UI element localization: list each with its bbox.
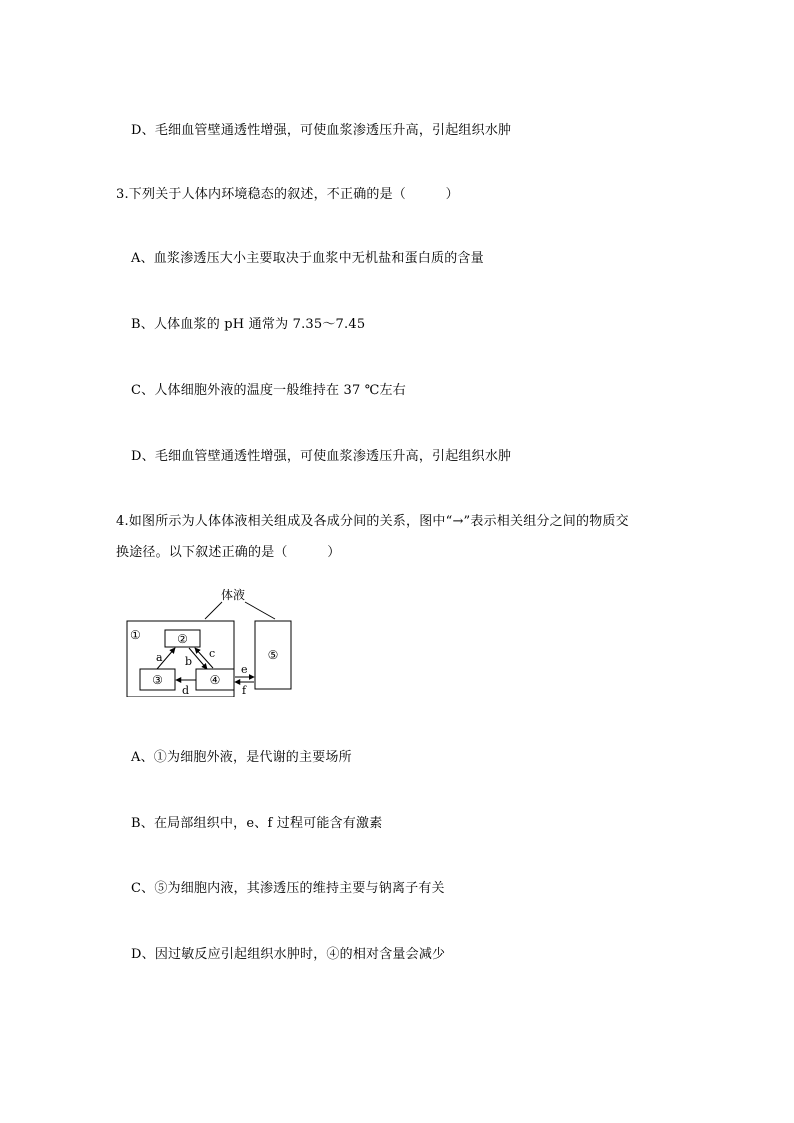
arrow-f-label: f: [242, 684, 247, 697]
q4-stem-line2: 换途径。以下叙述正确的是（ ）: [116, 545, 341, 560]
body-fluid-diagram: [125, 585, 297, 697]
q2-option-d: D、毛细血管壁通透性增强，可使血浆渗透压升高，引起组织水肿: [131, 123, 512, 138]
q3-option-b: B、人体血浆的 pH 通常为 7.35～7.45: [131, 317, 366, 332]
q3-option-a: A、血浆渗透压大小主要取决于血浆中无机盐和蛋白质的含量: [131, 251, 484, 266]
arrow-d-label: d: [182, 684, 190, 697]
label-2: ②: [177, 632, 188, 646]
q4-stem-line1: 4.如图所示为人体体液相关组成及各成分间的关系，图中“→”表示相关组分之间的物质交: [116, 514, 629, 529]
q3-stem: 3.下列关于人体内环境稳态的叙述，不正确的是（ ）: [116, 187, 459, 202]
label-1: ①: [130, 628, 141, 642]
q4-option-a: A、①为细胞外液，是代谢的主要场所: [131, 750, 352, 765]
label-3: ③: [152, 673, 163, 687]
q4-option-c: C、⑤为细胞内液，其渗透压的维持主要与钠离子有关: [131, 881, 445, 896]
bracket-line-left: [205, 602, 222, 619]
label-5: ⑤: [267, 648, 279, 662]
q3-option-d: D、毛细血管壁通透性增强，可使血浆渗透压升高，引起组织水肿: [131, 449, 512, 464]
q4-option-d: D、因过敏反应引起组织水肿时，④的相对含量会减少: [131, 947, 446, 962]
arrow-b-label: b: [185, 655, 193, 668]
diagram-title: 体液: [220, 588, 246, 602]
arrow-c-label: c: [209, 647, 216, 660]
bracket-line-right: [245, 602, 275, 619]
q3-option-c: C、人体细胞外液的温度一般维持在 37 ℃左右: [131, 383, 406, 398]
label-4: ④: [209, 673, 221, 687]
arrow-a-label: a: [156, 651, 163, 664]
arrow-e-label: e: [241, 663, 248, 676]
q4-option-b: B、在局部组织中，e、f 过程可能含有激素: [131, 816, 383, 831]
